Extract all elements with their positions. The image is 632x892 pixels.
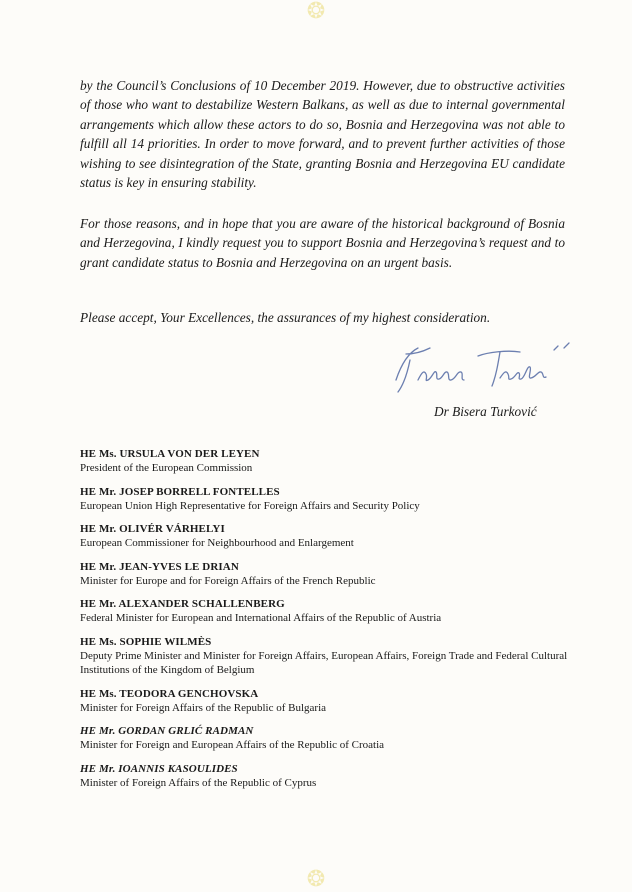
- letter-paragraph-3: Please accept, Your Excellences, the assurances of my highest consideration.: [80, 310, 491, 325]
- recipient-title: Deputy Prime Minister and Minister for Foreign Affairs, European Affairs, Foreign Trade and Federal Cultural Institutions of the Kingdom of Belgium: [80, 649, 568, 676]
- signer-name: Dr Bisera Turković: [434, 404, 537, 419]
- handwritten-signature: [388, 340, 588, 400]
- letter-paragraph-2: For those reasons, and in hope that you are aware of the historical background of Bosnia and Herzegovina, I kindly request you to support Bosnia and Herzegovina’s request and to grant candidate status to Bosnia and Herzegovina on an urgent basis.: [80, 216, 565, 270]
- recipient-name: HE Mr. IOANNIS KASOULIDES: [80, 762, 238, 775]
- recipient-title: Minister for Europe and for Foreign Affairs of the French Republic: [80, 574, 376, 587]
- recipient-name: HE Mr. OLIVÉR VÁRHELYI: [80, 523, 225, 535]
- letter-paragraph-1: by the Council’s Conclusions of 10 December 2019. However, due to obstructive activities of those who want to destabilize Western Balkans, as well as due to internal governmental arrangements which allow these actors to do so, Bosnia and Herzegovina was not able to fulfill all 14 priorities. In order to move forward, and to prevent further activities of those wishing to see disintegration of the State, granting Bosnia and Herzegovina EU candidate status is key in ensuring stability.: [80, 78, 565, 191]
- recipient-title: President of the European Commission: [80, 462, 253, 474]
- recipient-entry: [80, 687, 600, 716]
- recipient-title: Minister of Foreign Affairs of the Republic of Cyprus: [80, 776, 317, 789]
- recipient-entry: [80, 560, 600, 589]
- bottom-watermark: ❂: [306, 866, 326, 891]
- recipient-entry: [80, 635, 600, 678]
- recipient-name: HE Mr. JOSEP BORRELL FONTELLES: [80, 485, 280, 498]
- recipient-entry: [80, 522, 600, 551]
- recipient-entry: [80, 724, 600, 753]
- recipient-title: Minister for Foreign Affairs of the Republic of Bulgaria: [80, 701, 327, 714]
- recipient-title: European Commissioner for Neighbourhood and Enlargement: [80, 537, 354, 549]
- recipient-title: Federal Minister for European and International Affairs of the Republic of Austria: [80, 612, 442, 624]
- recipient-name: HE Ms. SOPHIE WILMÈS: [80, 635, 212, 648]
- top-watermark: ❂: [306, 0, 326, 23]
- recipient-entry: [80, 485, 600, 514]
- recipient-entry: [80, 597, 600, 626]
- recipient-name: HE Ms. TEODORA GENCHOVSKA: [80, 687, 259, 700]
- recipient-name: HE Ms. URSULA VON DER LEYEN: [80, 448, 260, 460]
- recipient-title: European Union High Representative for Foreign Affairs and Security Policy: [80, 499, 420, 512]
- recipient-entry: [80, 447, 600, 476]
- recipient-name: HE Mr. ALEXANDER SCHALLENBERG: [80, 598, 285, 610]
- recipient-title: Minister for Foreign and European Affairs of the Republic of Croatia: [80, 739, 385, 751]
- recipient-name: HE Mr. JEAN-YVES LE DRIAN: [80, 560, 239, 573]
- recipients-list: [80, 447, 600, 799]
- recipient-name: HE Mr. GORDAN GRLIĆ RADMAN: [80, 725, 254, 737]
- recipient-entry: [80, 762, 600, 791]
